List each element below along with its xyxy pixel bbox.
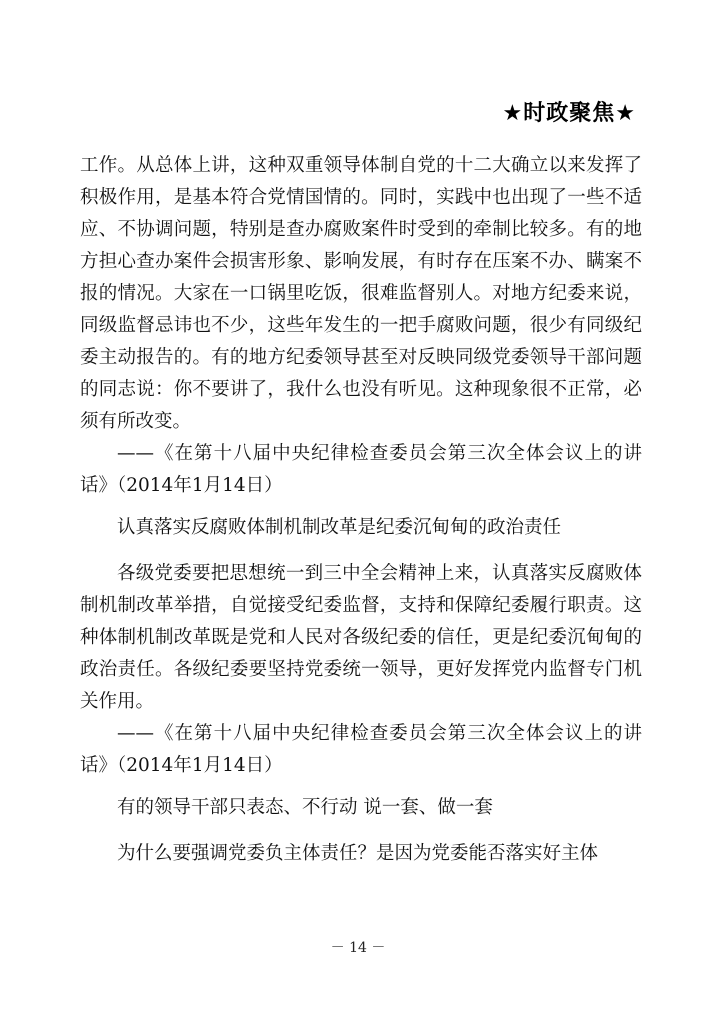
- document-body: [80, 150, 642, 870]
- citation: ——《在第十八届中央纪律检查委员会第三次全体会议上的讲话》（2014年1月14日）: [80, 443, 642, 496]
- body-paragraph: 各级党委要把思想统一到三中全会精神上来，认真落实反腐败体制机制改革举措，自觉接受纪委监督，支持和保障纪委履行职责。这种体制机制改革既是党和人民对各级纪委的信任，更是纪委沉甸甸的政治责任。各级纪委要坚持党委统一领导，更好发挥党内监督专门机关作用。: [80, 563, 642, 712]
- body-paragraph: 工作。从总体上讲，这种双重领导体制自党的十二大确立以来发挥了积极作用，是基本符合党情国情的。同时，实践中也出现了一些不适应、不协调问题，特别是查办腐败案件时受到的牵制比较多。有的地方担心查办案件会损害形象、影响发展，有时存在压案不办、瞒案不报的情况。大家在一口锅里吃饭，很难监督别人。对地方纪委来说，同级监督忌讳也不少，这些年发生的一把手腐败问题，很少有同级纪委主动报告的。有的地方纪委领导甚至对反映同级党委领导干部问题的同志说：你不要讲了，我什么也没有听见。这种现象很不正常，必须有所改变。: [80, 155, 642, 432]
- subheading: 认真落实反腐败体制机制改革是纪委沉甸甸的政治责任: [117, 517, 562, 538]
- citation: ——《在第十八届中央纪律检查委员会第三次全体会议上的讲话》（2014年1月14日）: [80, 723, 642, 776]
- body-paragraph: 为什么要强调党委负主体责任？是因为党委能否落实好主体: [117, 843, 599, 864]
- subheading: 有的领导干部只表态、不行动 说一套、做一套: [117, 797, 493, 818]
- section-header-title: ★时政聚焦★: [502, 101, 636, 126]
- page-number: － 14 －: [330, 940, 386, 956]
